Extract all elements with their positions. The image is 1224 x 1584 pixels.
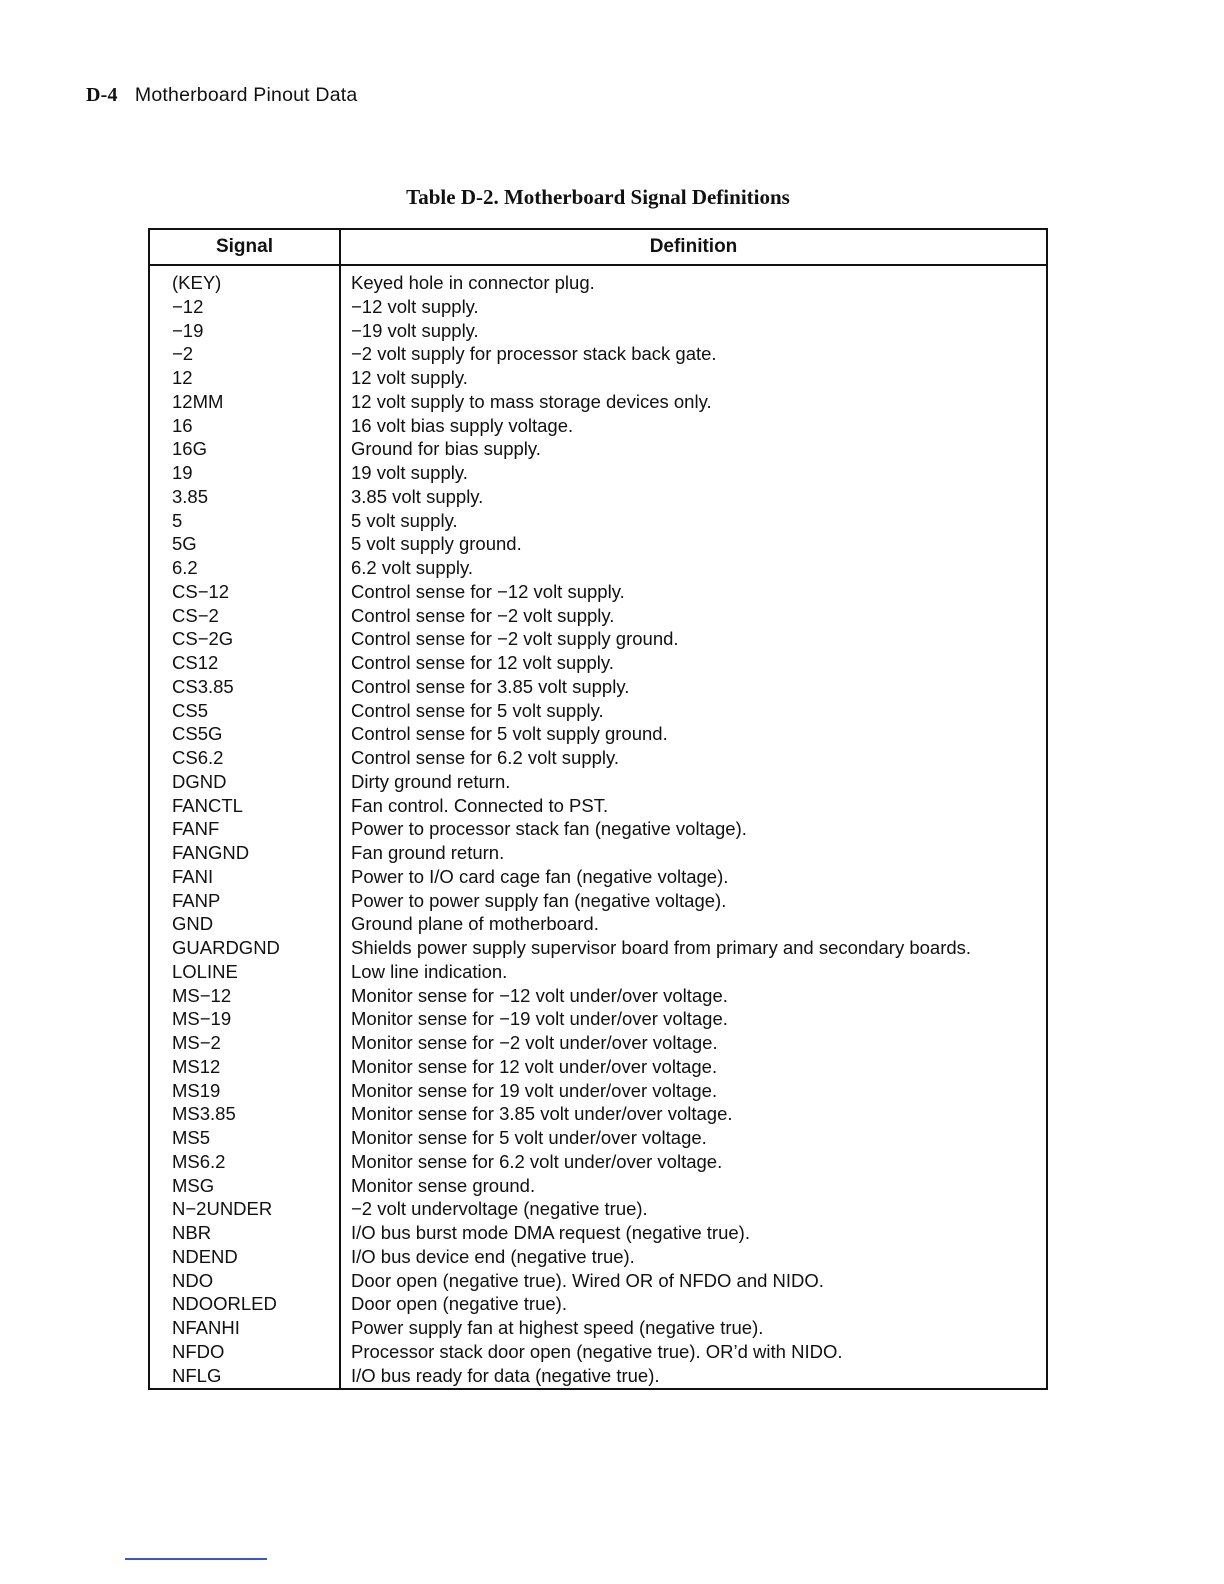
definition-cell: Control sense for 12 volt supply. [351, 652, 614, 673]
definition-cell: Door open (negative true). [351, 1293, 567, 1315]
definition-cell: Control sense for −2 volt supply. [351, 604, 615, 626]
definition-cell: Ground plane of motherboard. [351, 913, 599, 935]
definition-cell: −12 volt supply. [351, 295, 479, 317]
table-row [150, 295, 1046, 319]
signal-cell: FANF [172, 818, 220, 840]
table-header-row [150, 230, 1046, 266]
signal-definitions-table [148, 228, 1048, 1390]
footer-rule [125, 1558, 267, 1560]
definition-cell: I/O bus ready for data (negative true). [351, 1364, 660, 1386]
signal-cell: −19 [172, 319, 204, 341]
definition-cell: Monitor sense for 3.85 volt under/over voltage. [351, 1103, 733, 1125]
page-number: D-4 [86, 84, 118, 106]
definition-cell: Fan control. Connected to PST. [351, 794, 609, 816]
table-row [150, 319, 1046, 343]
signal-cell: MS3.85 [172, 1103, 236, 1125]
table-row [150, 794, 1046, 818]
table-row [150, 1150, 1046, 1174]
signal-cell: CS−12 [172, 580, 230, 602]
table-row [150, 437, 1046, 461]
definition-cell: Monitor sense for 19 volt under/over voltage. [351, 1079, 718, 1101]
table-row [150, 912, 1046, 936]
table-row [150, 1269, 1046, 1293]
table-row [150, 366, 1046, 390]
table-row [150, 889, 1046, 913]
definition-cell: Fan ground return. [351, 842, 505, 863]
signal-cell: MS12 [172, 1055, 221, 1077]
table-row [150, 936, 1046, 960]
table-row [150, 414, 1046, 438]
table-row [150, 1079, 1046, 1103]
signal-cell: CS6.2 [172, 747, 224, 768]
signal-cell: N−2UNDER [172, 1198, 273, 1220]
table-row [150, 390, 1046, 414]
signal-cell: GUARDGND [172, 937, 280, 958]
table-row [150, 1031, 1046, 1055]
signal-cell: CS5G [172, 723, 223, 745]
table-row [150, 984, 1046, 1008]
definition-cell: 5 volt supply ground. [351, 533, 522, 555]
signal-cell: 16G [172, 438, 207, 460]
table-row [150, 865, 1046, 889]
signal-cell: NDOORLED [172, 1293, 277, 1315]
definition-cell: 12 volt supply. [351, 367, 468, 388]
signal-cell: 3.85 [172, 485, 209, 507]
definition-cell: Shields power supply supervisor board from primary and secondary boards. [351, 937, 972, 958]
signal-cell: FANCTL [172, 794, 243, 816]
definition-cell: Control sense for 5 volt supply ground. [351, 723, 668, 745]
definition-cell: 3.85 volt supply. [351, 485, 484, 507]
table-row [150, 1316, 1046, 1340]
table-row [150, 699, 1046, 723]
table-row [150, 461, 1046, 485]
definition-cell: Monitor sense for −12 volt under/over voltage. [351, 984, 728, 1006]
definition-cell: Control sense for 5 volt supply. [351, 699, 604, 721]
signal-cell: CS3.85 [172, 675, 234, 697]
signal-cell: CS5 [172, 699, 208, 721]
table-row [150, 746, 1046, 770]
table-row [150, 627, 1046, 651]
definition-cell: I/O bus burst mode DMA request (negative true). [351, 1222, 750, 1243]
signal-cell: FANGND [172, 842, 250, 863]
definition-cell: Processor stack door open (negative true). OR’d with NIDO. [351, 1340, 843, 1362]
table-row [150, 770, 1046, 794]
definition-cell: Dirty ground return. [351, 770, 511, 792]
definition-cell: Keyed hole in connector plug. [351, 272, 595, 293]
table-row [150, 722, 1046, 746]
table-row [150, 1292, 1046, 1316]
signal-cell: FANI [172, 865, 214, 887]
signal-cell: MS5 [172, 1127, 211, 1148]
table-row [150, 556, 1046, 580]
page-header [86, 84, 357, 107]
definition-cell: Monitor sense for 12 volt under/over voltage. [351, 1055, 718, 1077]
table-row [150, 651, 1046, 675]
signal-cell: FANP [172, 889, 221, 911]
column-header-signal: Signal [215, 236, 273, 257]
table-row [150, 1126, 1046, 1150]
table-row [150, 532, 1046, 556]
table-row [150, 342, 1046, 366]
definition-cell: Monitor sense for 5 volt under/over voltage. [351, 1127, 707, 1148]
definition-cell: 12 volt supply to mass storage devices only. [351, 390, 712, 412]
signal-cell: NDO [172, 1269, 214, 1291]
definition-cell: I/O bus device end (negative true). [351, 1245, 635, 1267]
definition-cell: 19 volt supply. [351, 462, 468, 483]
definition-cell: Power to processor stack fan (negative voltage). [351, 818, 747, 840]
signal-cell: MS19 [172, 1079, 221, 1101]
table-body [150, 271, 1046, 1387]
table-row [150, 675, 1046, 699]
signal-cell: 16 [172, 414, 193, 436]
table-row [150, 580, 1046, 604]
definition-cell: −2 volt undervoltage (negative true). [351, 1198, 648, 1220]
signal-cell: NFLG [172, 1364, 222, 1386]
table-row [150, 1197, 1046, 1221]
signal-cell: MS−19 [172, 1008, 232, 1030]
definition-cell: Power to power supply fan (negative voltage). [351, 889, 727, 911]
table-row [150, 1102, 1046, 1126]
definition-cell: Monitor sense for −2 volt under/over voltage. [351, 1032, 718, 1053]
signal-cell: MSG [172, 1174, 215, 1196]
table-row [150, 1340, 1046, 1364]
table-row [150, 1007, 1046, 1031]
table-row [150, 509, 1046, 533]
signal-cell: 5 [172, 509, 183, 531]
definition-cell: Control sense for −12 volt supply. [351, 580, 625, 602]
table-row [150, 817, 1046, 841]
signal-cell: −2 [172, 343, 194, 365]
definition-cell: Low line indication. [351, 960, 508, 982]
signal-cell: NBR [172, 1222, 212, 1243]
table-row [150, 485, 1046, 509]
table-row [150, 960, 1046, 984]
signal-cell: −12 [172, 295, 204, 317]
definition-cell: −19 volt supply. [351, 319, 479, 341]
definition-cell: −2 volt supply for processor stack back gate. [351, 343, 717, 365]
table-row [150, 1364, 1046, 1388]
table-row [150, 604, 1046, 628]
definition-cell: Door open (negative true). Wired OR of NFDO and NIDO. [351, 1269, 824, 1291]
definition-cell: Power supply fan at highest speed (negative true). [351, 1317, 764, 1338]
table-row [150, 1245, 1046, 1269]
signal-cell: DGND [172, 770, 227, 792]
signal-cell: MS6.2 [172, 1150, 226, 1172]
signal-cell: 12MM [172, 390, 224, 412]
definition-cell: Monitor sense for 6.2 volt under/over voltage. [351, 1150, 723, 1172]
signal-cell: GND [172, 913, 214, 935]
column-header-definition: Definition [649, 236, 738, 257]
signal-cell: CS12 [172, 652, 219, 673]
signal-cell: 6.2 [172, 557, 198, 578]
table-title: Table D-2. Motherboard Signal Definitions [406, 185, 790, 209]
table-row [150, 1221, 1046, 1245]
signal-cell: NFANHI [172, 1317, 240, 1338]
definition-cell: Power to I/O card cage fan (negative voltage). [351, 865, 729, 887]
table-row [150, 1174, 1046, 1198]
definition-cell: Control sense for 3.85 volt supply. [351, 675, 630, 697]
definition-cell: Ground for bias supply. [351, 438, 541, 460]
definition-cell: 5 volt supply. [351, 509, 458, 531]
signal-cell: MS−12 [172, 984, 232, 1006]
signal-cell: 12 [172, 367, 193, 388]
signal-cell: CS−2G [172, 628, 234, 650]
signal-cell: LOLINE [172, 960, 238, 982]
signal-cell: NDEND [172, 1245, 238, 1267]
definition-cell: Control sense for 6.2 volt supply. [351, 747, 620, 768]
page-subject: Motherboard Pinout Data [134, 84, 358, 106]
definition-cell: 16 volt bias supply voltage. [351, 414, 574, 436]
signal-cell: CS−2 [172, 604, 219, 626]
definition-cell: 6.2 volt supply. [351, 557, 474, 578]
table-row [150, 841, 1046, 865]
table-row [150, 1055, 1046, 1079]
signal-cell: NFDO [172, 1340, 225, 1362]
signal-cell: (KEY) [172, 272, 222, 293]
signal-cell: 19 [172, 462, 193, 483]
definition-cell: Control sense for −2 volt supply ground. [351, 628, 679, 650]
signal-cell: MS−2 [172, 1032, 221, 1053]
signal-cell: 5G [172, 533, 197, 555]
definition-cell: Monitor sense for −19 volt under/over voltage. [351, 1008, 728, 1030]
definition-cell: Monitor sense ground. [351, 1174, 536, 1196]
table-row [150, 271, 1046, 295]
